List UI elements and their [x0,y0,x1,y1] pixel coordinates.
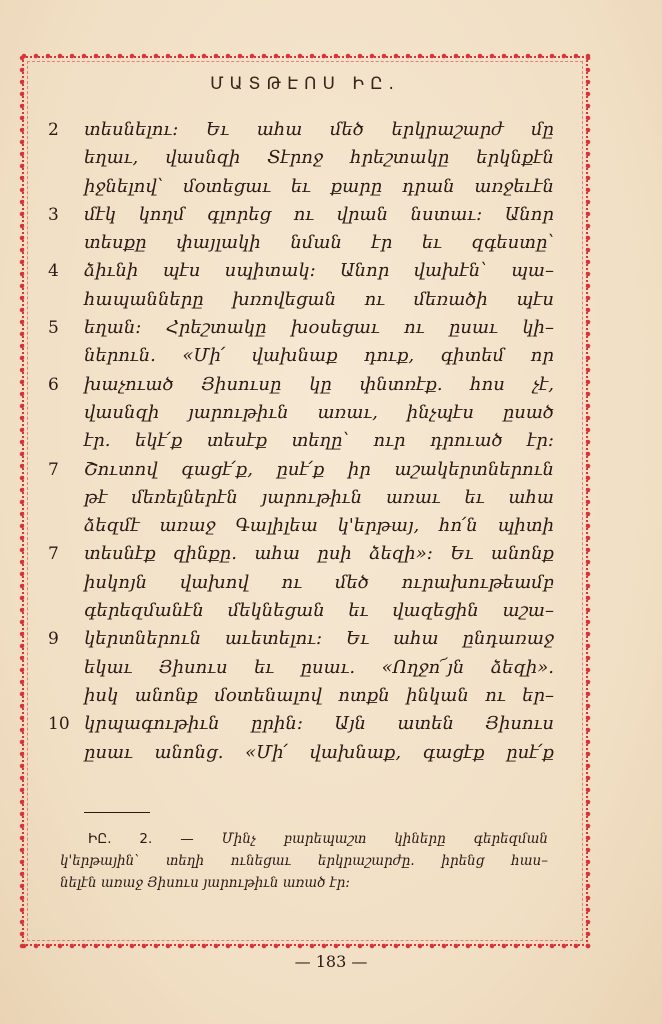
text-line [84,569,554,597]
line-text: հապանները խռովեցան ու մեռածի պէս [84,288,554,310]
verse-number: 7 [48,544,59,565]
line-text: գերեզմանէն մեկնեցան եւ վազեցին աշա– [84,600,554,622]
text-line [84,654,554,682]
footnote-text: Մինչ բարեպաշտ կիները գերեզման [221,831,548,847]
text-line [84,427,554,455]
text-line [48,625,554,653]
line-text: ըսաւ անոնց. «Մի՛ վախնաք, գացէք ըսէ՛ք [84,741,554,763]
line-text: Շուտով գացէ՛ք, ըսէ՛ք իր աշակերտներուն [84,458,554,480]
text-line [84,484,554,512]
line-text: թէ մեռելներէն յարութիւն առաւ եւ ահա [84,486,554,508]
line-text: եղաւ, վասնզի Տէրոջ հրեշտակը երկնքէն [84,147,554,169]
footnote-line [60,828,548,850]
text-line [48,314,554,342]
footnote-rule [84,812,150,813]
line-text: ներուն. «Մի՛ վախնաք դուք, գիտեմ որ [84,345,554,367]
footnote-text: նելէն առաջ Յիսուս յարութիւն առած էր։ [60,875,350,891]
text-line [48,371,554,399]
line-text: տեսնելու։ Եւ ահա մեծ երկրաշարժ մը [84,119,554,140]
text-line [84,173,554,201]
text-line [84,286,554,314]
scripture-text [48,116,554,767]
footnote [60,828,548,894]
verse-number: 3 [48,204,59,225]
line-text: կրպագութիւն ըրին։ Այն ատեն Յիսուս [84,713,554,735]
text-line [48,456,554,484]
line-text: իսկ անոնք մօտենալով ոտքն ինկան ու եր– [84,684,554,706]
footnote-text: կ'երթային՝ տեղի ունեցաւ երկրաշարժը. իրենց հաս– [60,853,548,869]
text-line [48,257,554,285]
line-text: էր. եկէ՛ք տեսէք տեղը՝ ուր դրուած էր։ [84,430,554,452]
page-number: — 183 — [294,952,368,971]
verse-number: 7 [48,459,59,480]
line-text: տեսքը փայլակի նման էր եւ զգեստը՝ [84,232,554,254]
line-text: մէկ կողմ գլորեց ու վրան նստաւ։ Անոր [84,203,554,225]
line-text: խաչուած Յիսուսը կը փնտռէք. հոս չէ, [84,373,554,395]
text-line [48,201,554,229]
line-text: իջնելով՝ մօտեցաւ եւ քարը դրան առջեւէն [84,175,554,197]
line-text: կերտներուն աւետելու։ Եւ ահա ընդառաջ [84,628,554,650]
line-text: ձիւնի պէս սպիտակ։ Անոր վախէն՝ պա– [84,260,554,282]
text-line [84,597,554,625]
text-line [48,116,554,144]
running-header: ՄԱՏԹԷՈՍ ԻԸ. [210,74,400,94]
verse-number: 10 [48,714,70,735]
footnote-line [60,850,548,872]
line-text: ձեզմէ առաջ Գալիլեա կ'երթայ, հո՛ն պիտի [84,515,554,537]
verse-number: 9 [48,629,59,650]
line-text: տեսնէք զինքը. ահա ըսի ձեզի»։ Եւ անոնք [84,543,554,565]
footnote-reference: ԻԸ. 2. — [88,831,194,847]
verse-number: 5 [48,318,59,339]
line-text: իսկոյն վախով ու մեծ ուրախութեամբ [84,571,554,593]
text-line [84,739,554,767]
text-line [84,512,554,540]
text-line [84,342,554,370]
text-line [84,229,554,257]
footnote-line [60,872,548,894]
verse-number: 4 [48,261,59,282]
line-text: եկաւ Յիսուս եւ ըսաւ. «Ողջո՜յն ձեզի». [84,656,554,678]
line-text: եղան։ Հրեշտակը խօսեցաւ ու ըսաւ կի– [84,317,554,339]
verse-number: 2 [48,120,59,140]
text-line [48,710,554,738]
text-line [84,682,554,710]
text-line [84,399,554,427]
text-line [84,144,554,172]
verse-number: 6 [48,374,59,395]
line-text: վասնզի յարութիւն առաւ, ինչպէս ըսած [84,401,554,423]
text-line [48,540,554,568]
